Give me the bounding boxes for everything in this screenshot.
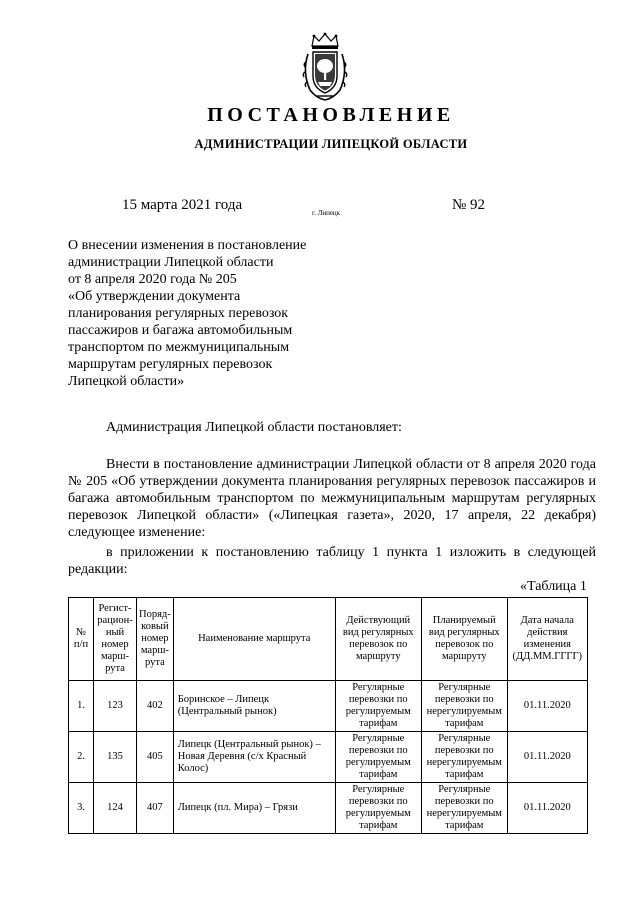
cell-ord: 407 xyxy=(137,783,174,834)
heading-line: пассажиров и багажа автомобильным xyxy=(68,323,293,338)
table-header-row xyxy=(69,598,588,681)
heading-line: планирования регулярных перевозок xyxy=(68,306,289,321)
document-number: № 92 xyxy=(452,197,486,213)
header-planned: Планируемый вид регулярных перевозок по маршруту xyxy=(421,598,507,681)
heading-line: О внесении изменения в постановление xyxy=(68,238,307,253)
table-row xyxy=(69,783,588,834)
cell-ord: 402 xyxy=(137,681,174,732)
cell-num: 3. xyxy=(69,783,94,834)
resolve-statement: Администрация Липецкой области постановляет: xyxy=(106,420,402,435)
body-paragraph-2: в приложении к постановлению таблицу 1 пункта 1 изложить в следующей редакции: xyxy=(68,545,596,577)
coat-of-arms-emblem xyxy=(300,32,350,102)
body-paragraph-1: Внести в постановление администрации Липецкой области от 8 апреля 2020 года № 205 «Об утверждении документа планирования регулярных перевозок пассажиров и багажа автомобильным транспортом по межмуниципальным маршрутам регулярных перевозок Липецкой области» («Липецкая газета», 2020, 17 апреля, 22 декабря) следующее изменение: xyxy=(68,457,596,540)
cell-name: Боринское – Липецк (Центральный рынок) xyxy=(173,681,335,732)
cell-current: Регулярные перевозки по регулируемым тарифам xyxy=(335,681,421,732)
table-row xyxy=(69,732,588,783)
cell-reg: 124 xyxy=(94,783,137,834)
cell-start: 01.11.2020 xyxy=(507,783,587,834)
header-start: Дата начала действия изменения (ДД.ММ.ГГГГ) xyxy=(507,598,587,681)
heading-line: администрации Липецкой области xyxy=(68,255,274,270)
table-caption: «Таблица 1 xyxy=(520,579,587,594)
cell-planned: Регулярные перевозки по нерегулируемым тарифам xyxy=(421,783,507,834)
cell-start: 01.11.2020 xyxy=(507,732,587,783)
cell-current: Регулярные перевозки по регулируемым тарифам xyxy=(335,732,421,783)
header-reg: Регист-рацион-ный номер марш-рута xyxy=(94,598,137,681)
table-row xyxy=(69,681,588,732)
heading-line: Липецкой области» xyxy=(68,374,185,389)
cell-reg: 123 xyxy=(94,681,137,732)
heading-line: транспортом по межмуниципальным xyxy=(68,340,290,355)
header-num: № п/п xyxy=(69,598,94,681)
cell-num: 2. xyxy=(69,732,94,783)
cell-name: Липецк (пл. Мира) – Грязи xyxy=(173,783,335,834)
document-heading xyxy=(68,237,348,390)
cell-planned: Регулярные перевозки по нерегулируемым тарифам xyxy=(421,732,507,783)
header-current: Действующий вид регулярных перевозок по маршруту xyxy=(335,598,421,681)
header-ord: Поряд-ковый номер марш-рута xyxy=(137,598,174,681)
cell-current: Регулярные перевозки по регулируемым тарифам xyxy=(335,783,421,834)
routes-table xyxy=(68,597,588,834)
document-city: г. Липецк xyxy=(312,209,341,217)
document-title: ПОСТАНОВЛЕНИЕ xyxy=(207,104,455,126)
document-subtitle: АДМИНИСТРАЦИИ ЛИПЕЦКОЙ ОБЛАСТИ xyxy=(194,137,468,151)
header-name: Наименование маршрута xyxy=(173,598,335,681)
heading-line: маршрутам регулярных перевозок xyxy=(68,357,273,372)
heading-line: от 8 апреля 2020 года № 205 xyxy=(68,272,237,287)
cell-name: Липецк (Центральный рынок) – Новая Деревня (с/х Красный Колос) xyxy=(173,732,335,783)
heading-line: «Об утверждении документа xyxy=(68,289,241,304)
cell-num: 1. xyxy=(69,681,94,732)
cell-start: 01.11.2020 xyxy=(507,681,587,732)
cell-reg: 135 xyxy=(94,732,137,783)
cell-planned: Регулярные перевозки по нерегулируемым тарифам xyxy=(421,681,507,732)
document-date: 15 марта 2021 года xyxy=(122,197,243,213)
cell-ord: 405 xyxy=(137,732,174,783)
